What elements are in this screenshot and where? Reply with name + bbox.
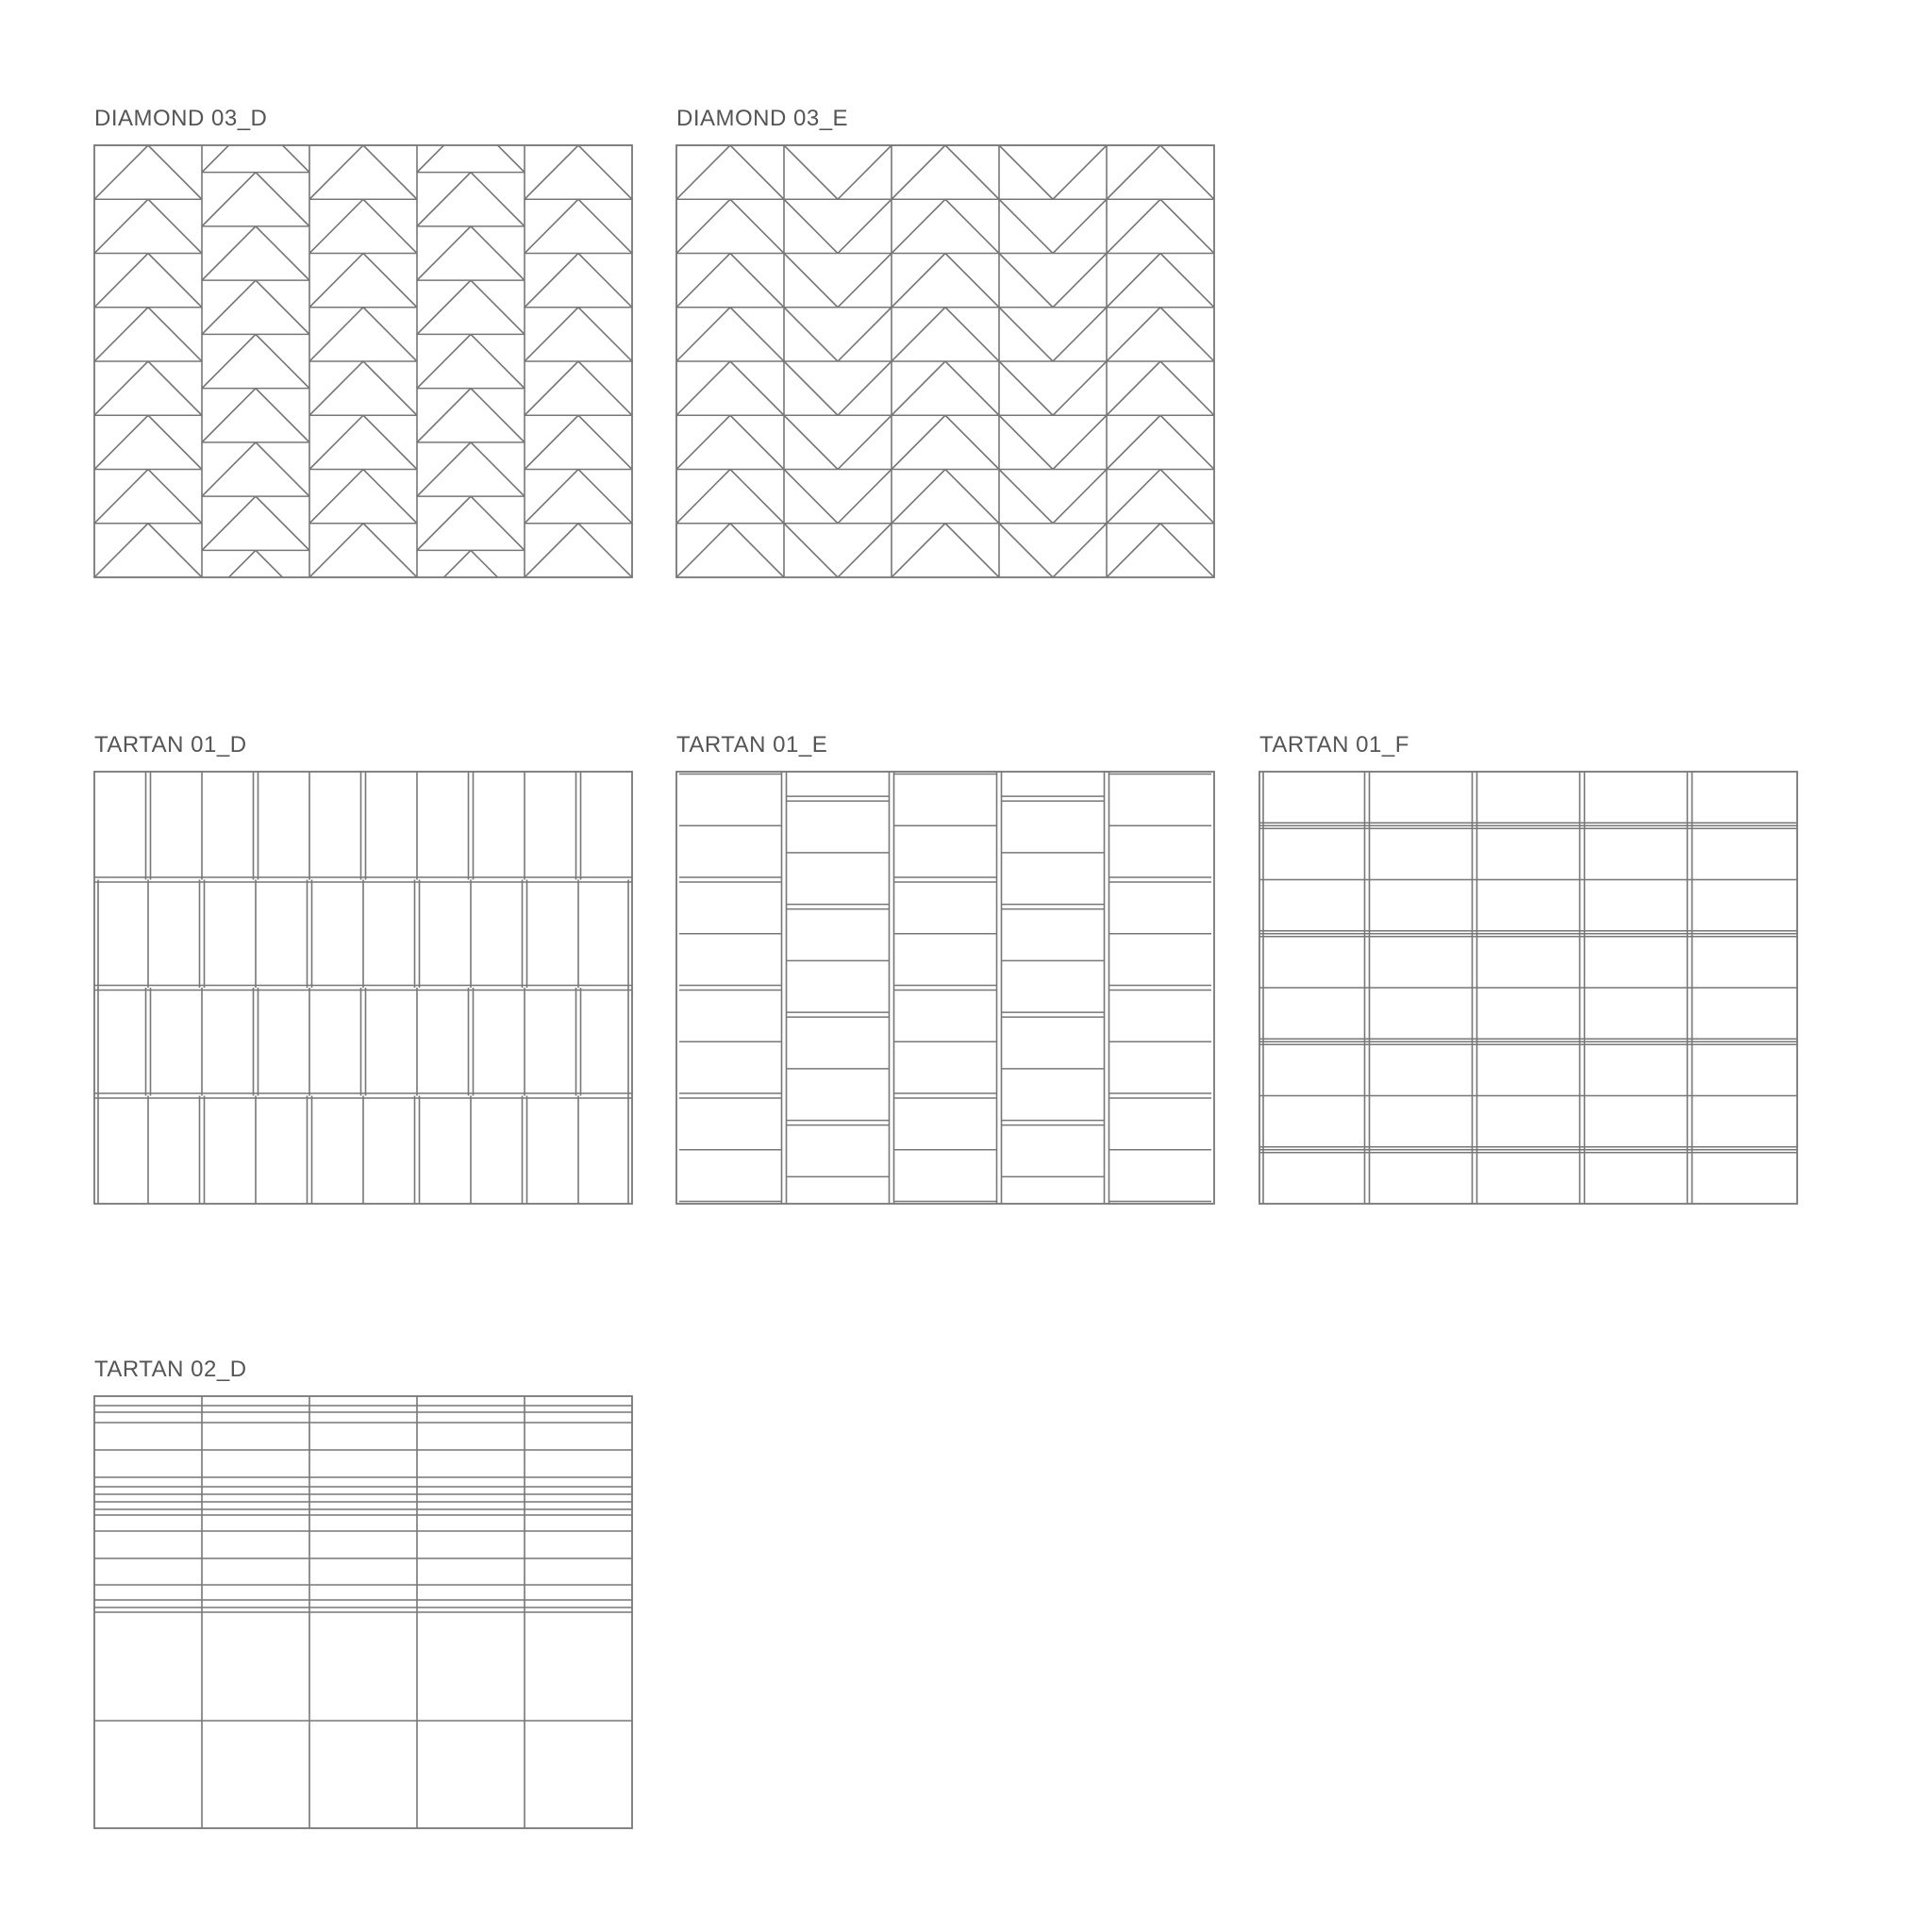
pattern-tartan-02-d-drawing xyxy=(94,1396,632,1828)
pattern-line xyxy=(309,308,363,361)
pattern-line xyxy=(1107,415,1160,469)
pattern-line xyxy=(1107,145,1160,199)
pattern-line xyxy=(148,254,202,308)
pattern-line xyxy=(578,361,632,415)
pattern-line xyxy=(525,145,578,199)
pattern-line xyxy=(892,199,945,253)
pattern-line xyxy=(1053,254,1107,308)
pattern-line xyxy=(525,470,578,524)
pattern-line xyxy=(999,254,1053,308)
pattern-line xyxy=(1053,199,1107,253)
pattern-line xyxy=(1160,361,1214,415)
pattern-line xyxy=(417,64,471,118)
pattern-lines xyxy=(1259,772,1797,1204)
pattern-line xyxy=(417,334,471,388)
pattern-line xyxy=(256,496,309,550)
pattern-diamond-03-d-drawing xyxy=(94,145,632,577)
pattern-line xyxy=(525,308,578,361)
pattern-line xyxy=(892,524,945,577)
pattern-line xyxy=(94,524,148,577)
pattern-line xyxy=(1053,145,1107,199)
pattern-line xyxy=(945,470,999,524)
pattern-line xyxy=(578,308,632,361)
pattern-line xyxy=(676,524,730,577)
pattern-line xyxy=(1160,145,1214,199)
pattern-line xyxy=(94,254,148,308)
pattern-line xyxy=(676,415,730,469)
pattern-line xyxy=(363,631,417,685)
pattern-tartan-01-d-drawing xyxy=(94,772,632,1204)
pattern-line xyxy=(256,173,309,226)
pattern-line xyxy=(578,145,632,199)
pattern-line xyxy=(148,361,202,415)
pattern-line xyxy=(1107,199,1160,253)
pattern-line xyxy=(94,577,148,631)
pattern-line xyxy=(999,415,1053,469)
pattern-line xyxy=(148,524,202,577)
pattern-line xyxy=(676,145,730,199)
pattern-label: TARTAN 01_E xyxy=(676,732,828,758)
pattern-line xyxy=(417,605,471,658)
pattern-line xyxy=(892,415,945,469)
pattern-line xyxy=(94,631,148,685)
pattern-line xyxy=(309,254,363,308)
pattern-diamond-03-e-drawing xyxy=(676,145,1214,577)
pattern-line xyxy=(945,361,999,415)
pattern-line xyxy=(578,577,632,631)
pattern-line xyxy=(471,173,525,226)
pattern-line xyxy=(1107,361,1160,415)
pattern-line xyxy=(94,199,148,253)
pattern-line xyxy=(892,470,945,524)
pattern-label: TARTAN 01_D xyxy=(94,732,247,758)
pattern-line xyxy=(363,470,417,524)
pattern-line xyxy=(838,254,892,308)
pattern-line xyxy=(945,415,999,469)
pattern-line xyxy=(256,334,309,388)
pattern-line xyxy=(94,361,148,415)
pattern-line xyxy=(202,496,256,550)
pattern-line xyxy=(730,308,784,361)
pattern-line xyxy=(148,145,202,199)
pattern-line xyxy=(784,415,838,469)
pattern-line xyxy=(525,254,578,308)
pattern-label: DIAMOND 03_E xyxy=(676,106,849,131)
pattern-line xyxy=(471,334,525,388)
pattern-line xyxy=(471,605,525,658)
pattern-line xyxy=(202,173,256,226)
pattern-line xyxy=(730,199,784,253)
pattern-line xyxy=(838,470,892,524)
pattern-line xyxy=(417,173,471,226)
pattern-line xyxy=(94,470,148,524)
pattern-line xyxy=(525,524,578,577)
pattern-line xyxy=(1160,415,1214,469)
pattern-line xyxy=(784,254,838,308)
pattern-line xyxy=(148,470,202,524)
pattern-line xyxy=(838,415,892,469)
pattern-line xyxy=(525,631,578,685)
pattern-line xyxy=(471,226,525,280)
pattern-line xyxy=(784,361,838,415)
pattern-line xyxy=(202,280,256,334)
pattern-line xyxy=(309,415,363,469)
pattern-line xyxy=(730,254,784,308)
pattern-line xyxy=(94,145,148,199)
pattern-line xyxy=(525,577,578,631)
pattern-line xyxy=(945,524,999,577)
pattern-line xyxy=(363,92,417,145)
pattern-line xyxy=(148,631,202,685)
pattern-lines xyxy=(94,64,632,685)
pattern-line xyxy=(202,334,256,388)
pattern-line xyxy=(730,145,784,199)
pattern-line xyxy=(309,92,363,145)
pattern-line xyxy=(999,145,1053,199)
pattern-line xyxy=(309,524,363,577)
pattern-tartan-01-f-drawing xyxy=(1259,772,1797,1204)
pattern-line xyxy=(471,496,525,550)
pattern-lines xyxy=(94,1396,632,1828)
pattern-label: DIAMOND 03_D xyxy=(94,106,268,131)
pattern-line xyxy=(1160,524,1214,577)
pattern-line xyxy=(148,308,202,361)
pattern-line xyxy=(525,199,578,253)
pattern-line xyxy=(730,361,784,415)
pattern-line xyxy=(945,199,999,253)
pattern-line xyxy=(892,254,945,308)
pattern-line xyxy=(363,199,417,253)
pattern-line xyxy=(525,92,578,145)
pattern-line xyxy=(999,470,1053,524)
pattern-line xyxy=(202,605,256,658)
pattern-line xyxy=(892,361,945,415)
pattern-line xyxy=(256,605,309,658)
pattern-line xyxy=(202,226,256,280)
pattern-line xyxy=(471,64,525,118)
pattern-lines xyxy=(679,718,1211,1233)
pattern-line xyxy=(578,199,632,253)
pattern-line xyxy=(999,308,1053,361)
pattern-line xyxy=(676,470,730,524)
pattern-line xyxy=(1107,470,1160,524)
pattern-line xyxy=(730,524,784,577)
pattern-line xyxy=(309,145,363,199)
pattern-line xyxy=(363,254,417,308)
pattern-line xyxy=(838,308,892,361)
pattern-line xyxy=(838,524,892,577)
pattern-line xyxy=(309,361,363,415)
pattern-line xyxy=(202,442,256,496)
pattern-line xyxy=(309,631,363,685)
pattern-line xyxy=(578,524,632,577)
pattern-line xyxy=(148,577,202,631)
pattern-line xyxy=(1053,361,1107,415)
pattern-line xyxy=(1160,470,1214,524)
pattern-line xyxy=(730,415,784,469)
pattern-line xyxy=(578,92,632,145)
pattern-line xyxy=(256,280,309,334)
pattern-line xyxy=(363,415,417,469)
pattern-line xyxy=(309,577,363,631)
pattern-line xyxy=(148,199,202,253)
pattern-lines xyxy=(676,145,1214,577)
pattern-line xyxy=(417,442,471,496)
pattern-line xyxy=(676,308,730,361)
pattern-line xyxy=(471,389,525,442)
pattern-line xyxy=(676,361,730,415)
pattern-line xyxy=(363,524,417,577)
pattern-line xyxy=(1053,415,1107,469)
pattern-label: TARTAN 02_D xyxy=(94,1357,247,1382)
pattern-line xyxy=(838,199,892,253)
pattern-line xyxy=(892,308,945,361)
pattern-label: TARTAN 01_F xyxy=(1259,732,1409,758)
pattern-line xyxy=(676,199,730,253)
pattern-line xyxy=(999,199,1053,253)
pattern-line xyxy=(202,389,256,442)
pattern-line xyxy=(525,415,578,469)
pattern-line xyxy=(417,496,471,550)
pattern-line xyxy=(1160,308,1214,361)
pattern-line xyxy=(730,470,784,524)
pattern-line xyxy=(471,442,525,496)
pattern-line xyxy=(838,361,892,415)
pattern-line xyxy=(1107,308,1160,361)
pattern-line xyxy=(784,524,838,577)
pattern-line xyxy=(784,470,838,524)
pattern-line xyxy=(363,308,417,361)
pattern-line xyxy=(417,389,471,442)
pattern-line xyxy=(1053,470,1107,524)
pattern-line xyxy=(256,226,309,280)
pattern-line xyxy=(784,199,838,253)
pattern-line xyxy=(256,442,309,496)
pattern-line xyxy=(1053,308,1107,361)
pattern-line xyxy=(892,145,945,199)
pattern-line xyxy=(945,254,999,308)
pattern-line xyxy=(525,361,578,415)
pattern-line xyxy=(578,254,632,308)
pattern-border xyxy=(676,772,1214,1204)
pattern-line xyxy=(309,470,363,524)
pattern-line xyxy=(784,308,838,361)
pattern-line xyxy=(999,524,1053,577)
pattern-line xyxy=(363,577,417,631)
pattern-line xyxy=(363,145,417,199)
pattern-line xyxy=(578,470,632,524)
pattern-line xyxy=(1053,524,1107,577)
pattern-tartan-01-e-drawing xyxy=(676,772,1214,1204)
pattern-line xyxy=(417,226,471,280)
pattern-line xyxy=(363,361,417,415)
pattern-line xyxy=(148,415,202,469)
pattern-line xyxy=(1160,254,1214,308)
pattern-line xyxy=(578,631,632,685)
pattern-line xyxy=(1160,199,1214,253)
pattern-line xyxy=(945,308,999,361)
pattern-line xyxy=(999,361,1053,415)
pattern-line xyxy=(94,415,148,469)
pattern-line xyxy=(256,389,309,442)
pattern-line xyxy=(784,145,838,199)
pattern-line xyxy=(417,280,471,334)
pattern-line xyxy=(94,308,148,361)
pattern-line xyxy=(838,145,892,199)
pattern-line xyxy=(1107,254,1160,308)
pattern-line xyxy=(676,254,730,308)
pattern-line xyxy=(578,415,632,469)
pattern-line xyxy=(1107,524,1160,577)
pattern-line xyxy=(471,280,525,334)
pattern-line xyxy=(945,145,999,199)
pattern-line xyxy=(309,199,363,253)
pattern-lines xyxy=(94,772,632,1204)
